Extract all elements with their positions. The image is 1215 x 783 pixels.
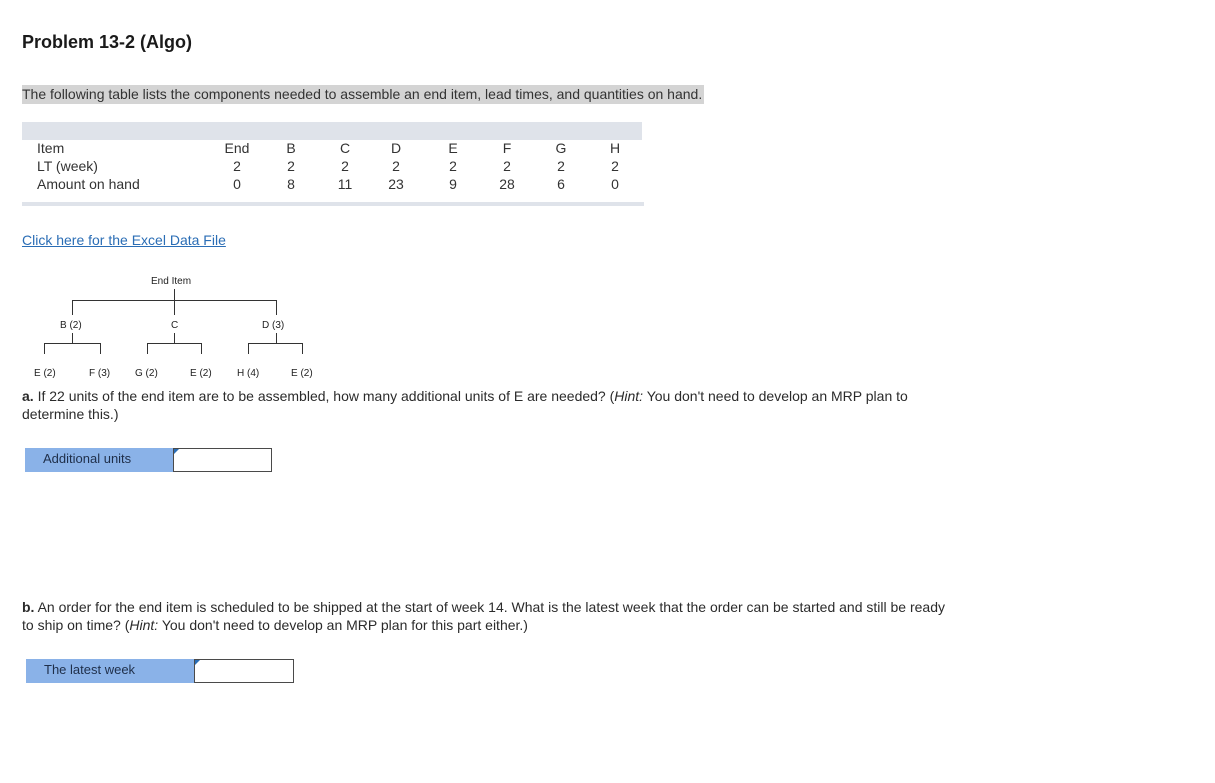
question-b-text-end: You don't need to develop an MRP plan for this part either.) — [158, 617, 528, 633]
table-cell: F — [502, 140, 512, 156]
additional-units-input[interactable] — [173, 448, 272, 472]
table-cell: 2 — [341, 158, 349, 174]
tree-connector — [248, 343, 249, 354]
table-cell: 0 — [611, 176, 619, 192]
table-cell: C — [339, 140, 351, 156]
excel-data-file-link[interactable]: Click here for the Excel Data File — [22, 232, 226, 248]
table-cell: 2 — [287, 158, 295, 174]
tree-node-c: C — [171, 320, 179, 331]
tree-node-e: E (2) — [190, 368, 212, 379]
tree-connector — [276, 300, 277, 315]
question-b — [22, 598, 952, 634]
tree-connector — [174, 300, 175, 315]
tree-node-b: B (2) — [60, 320, 82, 331]
question-a-text-end: You don't need to develop an MRP plan to determine this.) — [22, 388, 908, 422]
question-b-hint: Hint: — [129, 617, 159, 633]
table-cell: E — [448, 140, 458, 156]
table-cell: 2 — [233, 158, 241, 174]
tree-node-end-item: End Item — [151, 276, 192, 287]
table-cell: 2 — [449, 158, 457, 174]
tree-connector — [44, 343, 101, 344]
table-cell: 2 — [611, 158, 619, 174]
additional-units-label: Additional units — [25, 448, 174, 472]
latest-week-input[interactable] — [194, 659, 294, 683]
question-a-text: If 22 units of the end item are to be assembled, how many additional units of E are needed? ( — [33, 388, 615, 404]
table-cell: 2 — [503, 158, 511, 174]
table-cell: 0 — [233, 176, 241, 192]
input-flag-icon — [195, 660, 200, 665]
tree-connector — [174, 333, 175, 343]
tree-connector — [302, 343, 303, 354]
question-a-letter: a. — [22, 388, 34, 404]
intro-text: The following table lists the components needed to assemble an end item, lead times, and quantities on hand. — [22, 86, 703, 102]
tree-connector — [248, 343, 303, 344]
tree-node-h: H (4) — [237, 368, 260, 379]
table-cell: H — [609, 140, 621, 156]
tree-node-d: D (3) — [262, 320, 285, 331]
tree-connector — [72, 300, 73, 315]
tree-node-g: G (2) — [135, 368, 158, 379]
question-a — [22, 387, 952, 423]
tree-node-e: E (2) — [291, 368, 313, 379]
page-title: Problem 13-2 (Algo) — [22, 32, 193, 52]
table-cell: D — [390, 140, 402, 156]
table-cell: 9 — [449, 176, 457, 192]
table-cell: 2 — [392, 158, 400, 174]
table-cell: B — [286, 140, 296, 156]
question-a-hint: Hint: — [614, 388, 644, 404]
table-cell: 28 — [499, 176, 515, 192]
tree-node-e: E (2) — [34, 368, 56, 379]
tree-connector — [276, 333, 277, 343]
tree-connector — [147, 343, 148, 354]
row-label-item: Item — [37, 140, 65, 156]
table-cell: G — [555, 140, 567, 156]
question-b-letter: b. — [22, 599, 35, 615]
tree-connector — [44, 343, 45, 354]
table-footer-bar — [22, 202, 644, 206]
latest-week-label: The latest week — [26, 659, 195, 683]
table-cell: 6 — [557, 176, 565, 192]
tree-connector — [201, 343, 202, 354]
question-b-text: An order for the end item is scheduled to be shipped at the start of week 14. What is the latest week that the order can be started and still be ready to ship on time? ( — [22, 599, 945, 633]
tree-connector — [100, 343, 101, 354]
table-cell: 2 — [557, 158, 565, 174]
tree-connector — [174, 289, 175, 300]
row-label-amount-on-hand: Amount on hand — [37, 176, 140, 192]
tree-connector — [72, 333, 73, 343]
row-label-lead-time: LT (week) — [37, 158, 98, 174]
table-cell: 11 — [337, 176, 353, 192]
table-cell: 23 — [388, 176, 404, 192]
tree-connector — [147, 343, 202, 344]
table-cell: End — [224, 140, 250, 156]
table-header-bar — [22, 122, 642, 140]
tree-node-f: F (3) — [89, 368, 111, 379]
table-cell: 8 — [287, 176, 295, 192]
input-flag-icon — [174, 449, 179, 454]
